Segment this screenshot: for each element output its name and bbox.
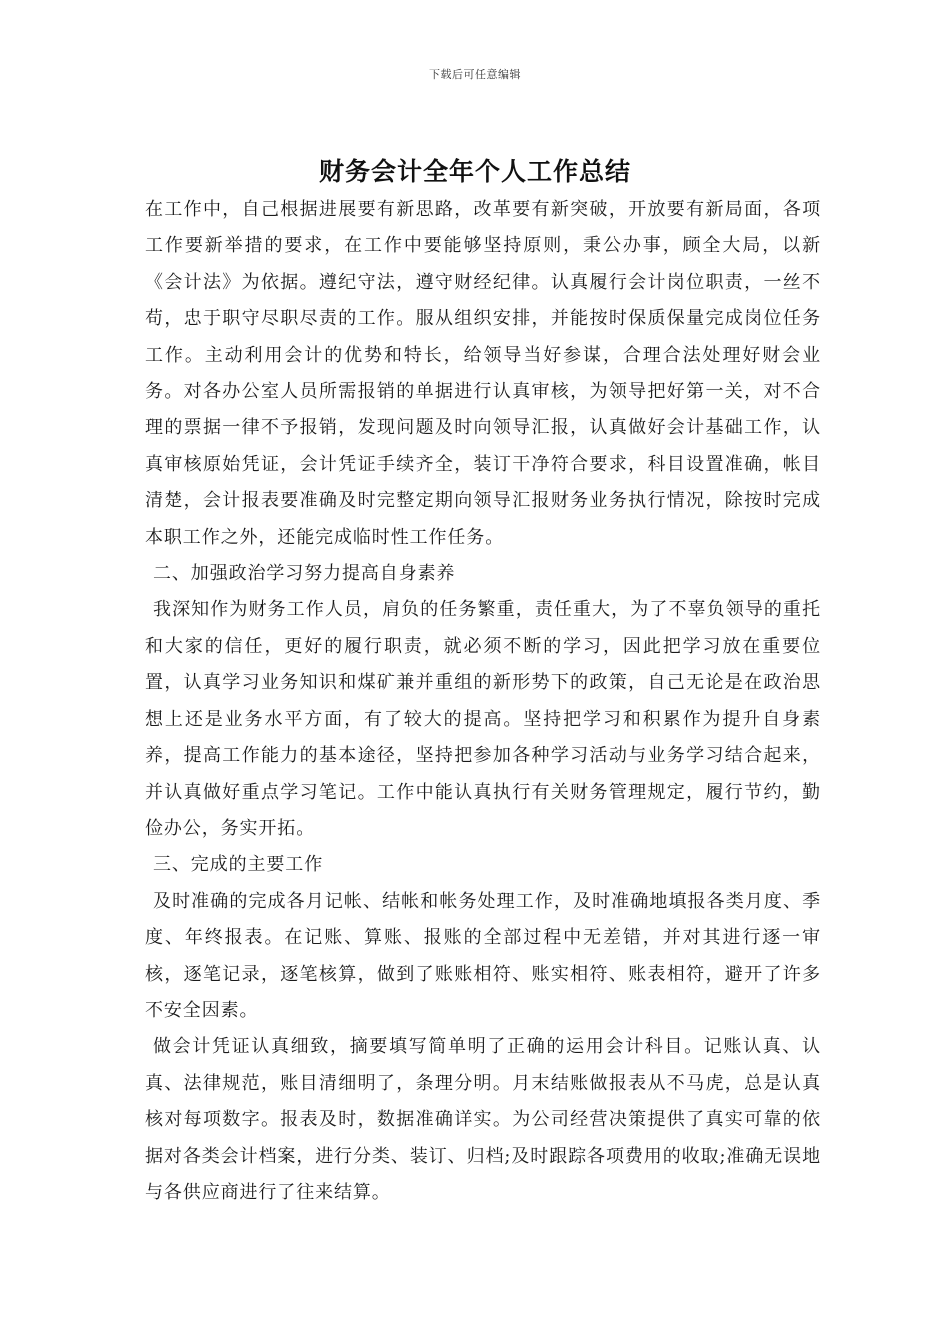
header-note: 下载后可任意编辑	[429, 68, 521, 81]
paragraph-intro: 在工作中，自己根据进展要有新思路，改革要有新突破，开放要有新局面，各项工作要新举措的要求，在工作中要能够坚持原则，秉公办事，顾全大局，以新《会计法》为依据。遵纪守法，遵守财经纪律。认真履行会计岗位职责，一丝不苟，忠于职守尽职尽责的工作。服从组织安排，并能按时保质保量完成岗位任务工作。主动利用会计的优势和特长，给领导当好参谋，合理合法处理好财会业务。对各办公室人员所需报销的单据进行认真审核，为领导把好第一关，对不合理的票据一律不予报销，发现问题及时向领导汇报，认真做好会计基础工作，认真审核原始凭证，会计凭证手续齐全，装订干净符合要求，科目设置准确，帐目清楚，会计报表要准确及时完整定期向领导汇报财务业务执行情况，除按时完成本职工作之外，还能完成临时性工作任务。	[145, 199, 821, 548]
document-body	[145, 192, 821, 1211]
document-title: 财务会计全年个人工作总结	[318, 157, 631, 186]
section-heading-political-study: 二、加强政治学习努力提高自身素养	[153, 563, 456, 585]
paragraph-vouchers: 做会计凭证认真细致，摘要填写简单明了正确的运用会计科目。记账认真、认真、法律规范，账目清细明了，条理分明。月末结账做报表从不马虎，总是认真核对每项数字。报表及时，数据准确详实。为公司经营决策提供了真实可靠的依据对各类会计档案，进行分类、装订、归档;及时跟踪各项费用的收取;准确无误地与各供应商进行了往来结算。	[145, 1036, 821, 1203]
section-heading-main-work: 三、完成的主要工作	[153, 854, 324, 876]
paragraph-political-study: 我深知作为财务工作人员，肩负的任务繁重，责任重大，为了不辜负领导的重托和大家的信任，更好的履行职责，就必须不断的学习，因此把学习放在重要位置，认真学习业务知识和煤矿兼并重组的新形势下的政策，自己无论是在政治思想上还是业务水平方面，有了较大的提高。坚持把学习和积累作为提升自身素养，提高工作能力的基本途径，坚持把参加各种学习活动与业务学习结合起来，并认真做好重点学习笔记。工作中能认真执行有关财务管理规定，履行节约，勤俭办公，务实开拓。	[145, 599, 821, 839]
paragraph-bookkeeping: 及时准确的完成各月记帐、结帐和帐务处理工作，及时准确地填报各类月度、季度、年终报表。在记账、算账、报账的全部过程中无差错，并对其进行逐一审核，逐笔记录，逐笔核算，做到了账账相符、账实相符、账表相符，避开了许多不安全因素。	[145, 890, 821, 1021]
